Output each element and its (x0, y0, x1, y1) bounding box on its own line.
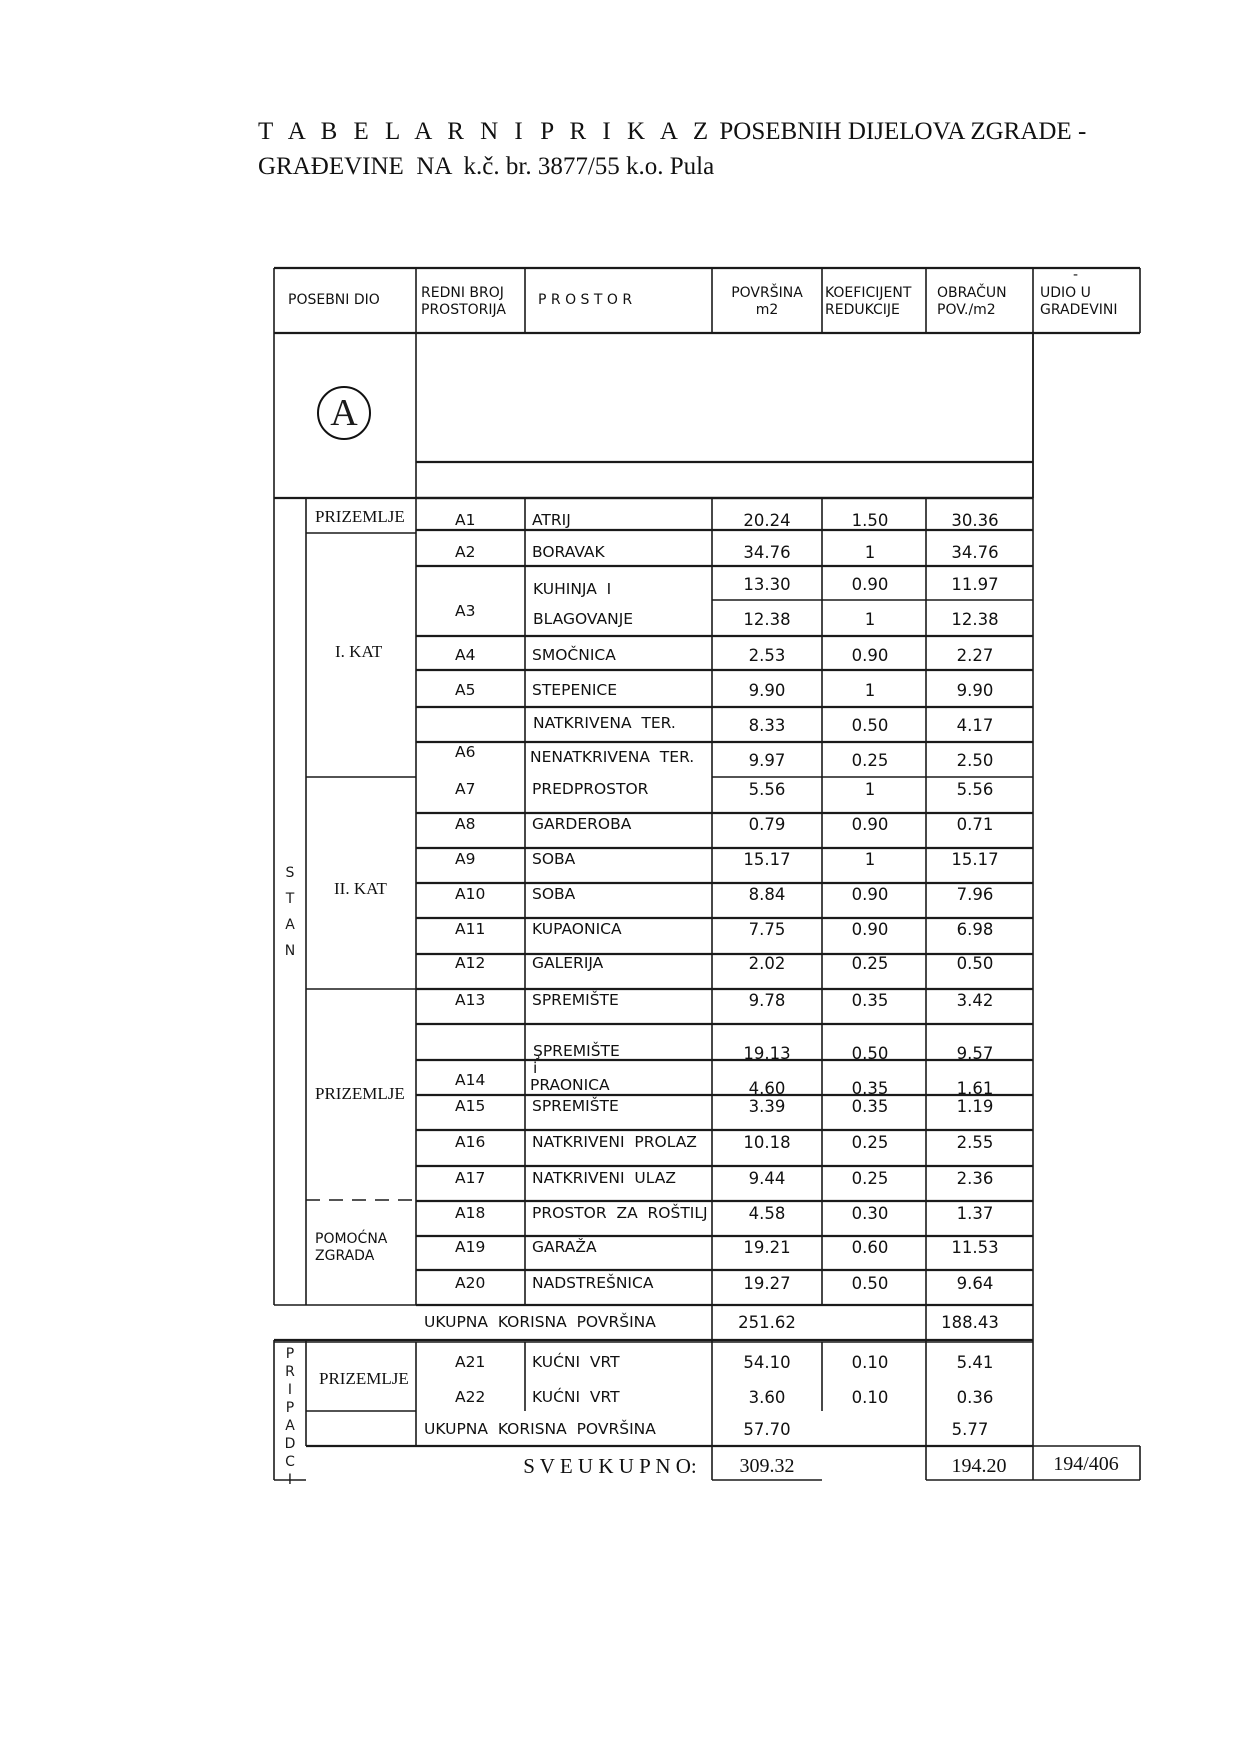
group-i-kat: I. KAT (335, 642, 383, 661)
coef-A6: 0.50 (851, 716, 889, 735)
calc-A3: 11.97 (951, 575, 999, 594)
coef-A15: 0.35 (851, 1097, 889, 1116)
group-prizemlje-storage: PRIZEMLJE (315, 1084, 405, 1103)
subtotal-area: 251.62 (738, 1313, 796, 1332)
room-name-A14: ŞPREMIŠTE i (533, 1042, 620, 1077)
room-id-A22: A22 (455, 1388, 486, 1406)
coef-A22: 0.10 (851, 1388, 889, 1407)
header-prostor: P R O S T O R (538, 292, 633, 308)
subtotal-calc: 188.43 (941, 1313, 999, 1332)
room-id-A1: A1 (455, 511, 476, 529)
room-id-A16: A16 (455, 1133, 486, 1151)
room-id-A3: A3 (455, 602, 476, 620)
header-povrsina: POVRŠINA m2 (731, 285, 803, 318)
room-id-A7: A7 (455, 780, 476, 798)
calc-A2: 34.76 (951, 543, 999, 562)
area-A13: 9.78 (748, 991, 786, 1010)
subtotal-area: 57.70 (743, 1420, 791, 1439)
area-A17: 9.44 (748, 1169, 786, 1188)
room-name-A17: NATKRIVENI ULAZ (532, 1169, 676, 1187)
coef-2-A6: 0.25 (851, 751, 889, 770)
area-A10: 8.84 (748, 885, 786, 904)
area-A22: 3.60 (748, 1388, 786, 1407)
room-name-A9: SOBA (532, 850, 576, 868)
header-koeficijent: KOEFICIJENT REDUKCIJE (825, 285, 912, 318)
room-name-A2: BORAVAK (532, 543, 605, 561)
room-id-A6: A6 (455, 743, 476, 761)
room-id-A2: A2 (455, 543, 476, 561)
room-name-A21: KUĆNI VRT (532, 1353, 620, 1371)
header-posebni-dio: POSEBNI DIO (288, 292, 380, 308)
grand-total-label: S V E U K U P N O: (523, 1454, 697, 1478)
calc-A10: 7.96 (956, 885, 994, 904)
room-name-2-A14: PRAONICA (530, 1076, 610, 1094)
calc-A18: 1.37 (956, 1204, 994, 1223)
coef-A21: 0.10 (851, 1353, 889, 1372)
header-redni-broj: REDNI BROJ PROSTORIJA (421, 285, 506, 318)
room-id-A15: A15 (455, 1097, 486, 1115)
area-A12: 2.02 (748, 954, 786, 973)
subtotal-label: UKUPNA KORISNA POVRŠINA (424, 1420, 656, 1438)
room-name-A11: KUPAONICA (532, 920, 622, 938)
room-name-A19: GARAŽA (532, 1238, 597, 1256)
area-A19: 19.21 (743, 1238, 791, 1257)
coef-A10: 0.90 (851, 885, 889, 904)
area-2-A14: 4.60 (748, 1079, 786, 1098)
calc-A14: 9.57 (956, 1044, 994, 1063)
room-name-A10: SOBA (532, 885, 576, 903)
room-id-A17: A17 (455, 1169, 486, 1187)
calc-A22: 0.36 (956, 1388, 994, 1407)
room-id-A20: A20 (455, 1274, 486, 1292)
title-rest: POSEBNIH DIJELOVA ZGRADE - (719, 118, 1087, 145)
room-name-A4: SMOČNICA (532, 646, 616, 664)
coef-A19: 0.60 (851, 1238, 889, 1257)
group-stan-vertical-label: S T A N (284, 865, 296, 959)
calc-A8: 0.71 (956, 815, 994, 834)
calc-2-A14: 1.61 (956, 1079, 994, 1098)
area-A11: 7.75 (748, 920, 786, 939)
area-A3: 13.30 (743, 575, 791, 594)
coef-A12: 0.25 (851, 954, 889, 973)
coef-A1: 1.50 (851, 511, 889, 530)
calc-A6: 4.17 (956, 716, 994, 735)
coef-A18: 0.30 (851, 1204, 889, 1223)
room-id-A19: A19 (455, 1238, 486, 1256)
room-name-2-A6: NENATKRIVENA TER. (530, 748, 695, 766)
area-A7: 5.56 (748, 780, 786, 799)
area-2-A6: 9.97 (748, 751, 786, 770)
area-A18: 4.58 (748, 1204, 786, 1223)
group-pripadci-vertical-label: P R I P A D C I (284, 1346, 296, 1488)
room-name-A6: NATKRIVENA TER. (533, 714, 676, 732)
header-udio: UDIO U GRADEVINI (1040, 285, 1118, 318)
coef-A5: 1 (864, 681, 876, 700)
header-obracun: OBRAČUN POV./m2 (937, 285, 1007, 318)
room-name-A20: NADSTREŠNICA (532, 1274, 654, 1292)
coef-A17: 0.25 (851, 1169, 889, 1188)
room-name-A16: NATKRIVENI PROLAZ (532, 1133, 697, 1151)
room-id-A8: A8 (455, 815, 476, 833)
coef-A7: 1 (864, 780, 876, 799)
room-id-A5: A5 (455, 681, 476, 699)
room-name-A22: KUĆNI VRT (532, 1388, 620, 1406)
room-id-A12: A12 (455, 954, 486, 972)
area-A6: 8.33 (748, 716, 786, 735)
title-spaced-word-2: P R I K A Z (540, 118, 714, 145)
room-id-A18: A18 (455, 1204, 486, 1222)
coef-A20: 0.50 (851, 1274, 889, 1293)
room-name-A7: PREDPROSTOR (532, 780, 649, 798)
calc-A21: 5.41 (956, 1353, 994, 1372)
room-id-A10: A10 (455, 885, 486, 903)
area-2-A3: 12.38 (743, 610, 791, 629)
calc-A16: 2.55 (956, 1133, 994, 1152)
coef-2-A3: 1 (864, 610, 876, 629)
room-name-A13: SPREMIŠTE (532, 991, 619, 1009)
calc-A9: 15.17 (951, 850, 999, 869)
coef-A16: 0.25 (851, 1133, 889, 1152)
calc-A5: 9.90 (956, 681, 994, 700)
area-A15: 3.39 (748, 1097, 786, 1116)
calc-A19: 11.53 (951, 1238, 999, 1257)
calc-2-A6: 2.50 (956, 751, 994, 770)
room-id-A11: A11 (455, 920, 486, 938)
calc-A13: 3.42 (956, 991, 994, 1010)
header-udio-mark: - (1073, 267, 1079, 283)
coef-A9: 1 (864, 850, 876, 869)
coef-A2: 1 (864, 543, 876, 562)
area-A4: 2.53 (748, 646, 786, 665)
room-id-A9: A9 (455, 850, 476, 868)
room-id-A13: A13 (455, 991, 486, 1009)
calc-A7: 5.56 (956, 780, 994, 799)
subtotal-calc: 5.77 (951, 1420, 989, 1439)
grand-total-share: 194/406 (1053, 1453, 1119, 1475)
calc-A12: 0.50 (956, 954, 994, 973)
room-name-A15: SPREMIŠTE (532, 1097, 619, 1115)
document-title-line-2: GRAĐEVINE NA k.č. br. 3877/55 k.o. Pula (258, 153, 715, 180)
area-A8: 0.79 (748, 815, 786, 834)
area-A1: 20.24 (743, 511, 791, 530)
calc-A17: 2.36 (956, 1169, 994, 1188)
coef-A3: 0.90 (851, 575, 889, 594)
calc-A1: 30.36 (951, 511, 999, 530)
title-spaced-word-1: T A B E L A R N I (258, 118, 528, 145)
room-id-A14: A14 (455, 1071, 486, 1089)
room-id-A4: A4 (455, 646, 476, 664)
room-name-A1: ATRIJ (532, 511, 571, 529)
subtotal-label: UKUPNA KORISNA POVRŠINA (424, 1313, 656, 1331)
calc-A20: 9.64 (956, 1274, 994, 1293)
grand-total-area: 309.32 (739, 1455, 795, 1477)
room-id-A21: A21 (455, 1353, 486, 1371)
room-name-A12: GALERIJA (532, 954, 604, 972)
grand-total-calc: 194.20 (951, 1455, 1007, 1477)
room-name-A3: KUHINJA I BLAGOVANJE (533, 580, 634, 628)
area-A5: 9.90 (748, 681, 786, 700)
area-A9: 15.17 (743, 850, 791, 869)
coef-A11: 0.90 (851, 920, 889, 939)
coef-A13: 0.35 (851, 991, 889, 1010)
calc-A4: 2.27 (956, 646, 994, 665)
area-A16: 10.18 (743, 1133, 791, 1152)
area-A20: 19.27 (743, 1274, 791, 1293)
coef-A14: 0.50 (851, 1044, 889, 1063)
group-prizemlje-ground: PRIZEMLJE (315, 507, 405, 526)
group-prizemlje-pripadci: PRIZEMLJE (319, 1369, 409, 1388)
area-A21: 54.10 (743, 1353, 791, 1372)
area-A2: 34.76 (743, 543, 791, 562)
coef-A8: 0.90 (851, 815, 889, 834)
room-name-A5: STEPENICE (532, 681, 618, 699)
calc-2-A3: 12.38 (951, 610, 999, 629)
coef-A4: 0.90 (851, 646, 889, 665)
room-name-A18: PROSTOR ZA ROŠTILJ (532, 1204, 708, 1222)
group-ii-kat: II. KAT (334, 879, 387, 898)
room-name-A8: GARDEROBA (532, 815, 632, 833)
area-A14: 19.13 (743, 1044, 791, 1063)
group-pomocna-zgrada: POMOĆNA ZGRADA (315, 1231, 388, 1264)
calc-A15: 1.19 (956, 1097, 994, 1116)
calc-A11: 6.98 (956, 920, 994, 939)
unit-a-circle-label: A (317, 386, 371, 440)
coef-2-A14: 0.35 (851, 1079, 889, 1098)
